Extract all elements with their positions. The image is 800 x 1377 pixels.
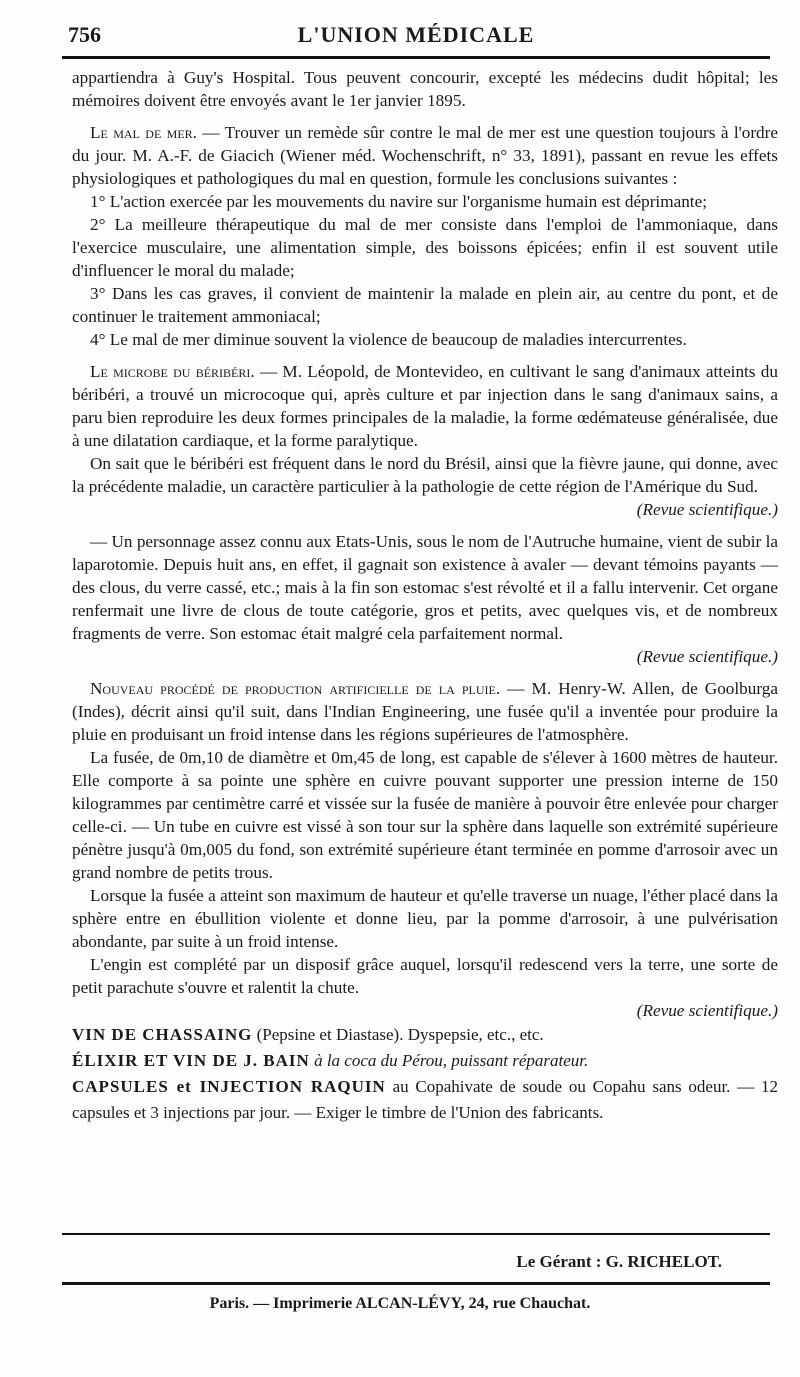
list-item-1: 1° L'action exercée par les mouvements du navire sur l'organisme humain est déprimante;: [90, 192, 707, 211]
section-heading-beriberi: Le microbe du béribéri.: [90, 362, 255, 381]
paragraph-mal-de-mer: Le mal de mer. — Trouver un remède sûr contre le mal de mer est une question toujours à l'ordre du jour. M. A.-F. de Giacich (Wiener méd. Wochenschrift, n° 33, 1891), passant en revue les effets physiologiques et pathologiques du mal en question, formule les conclusions suivantes :: [72, 123, 778, 188]
running-title: L'UNION MÉDICALE: [297, 22, 535, 47]
list-item-2: 2° La meilleure thérapeutique du mal de mer consiste dans l'emploi de l'ammoniaque, dans l'exercice musculaire, une alimentation simple, des boissons épicées; enfin il est souvent utile d'influencer le moral du malade;: [72, 215, 778, 280]
paragraph-fusee: La fusée, de 0m,10 de diamètre et 0m,45 de long, est capable de s'élever à 1600 mètres de hauteur. Elle comporte à sa pointe une sphère en cuivre pouvant supporter une pression interne de 150 kilogrammes par centimètre carré et vissée sur la fusée de manière à pouvoir être enlevée pour charger celle-ci. — Un tube en cuivre est vissé à son tour sur la sphère dans laquelle son extrémité supérieure pénètre jusqu'à 0m,005 du fond, son extrémité supérieure étant terminée en pomme d'arrosoir avec un grand nombre de petits trous.: [72, 748, 778, 882]
section-heading-pluie: Nouveau procédé de production artificielle de la pluie.: [90, 679, 501, 698]
page-number: 756: [68, 22, 101, 47]
list-item-3: 3° Dans les cas graves, il convient de maintenir la malade en plein air, au centre du pont, et de continuer le traitement ammoniacal;: [72, 284, 778, 326]
manager-signature: Le Gérant : G. RICHELOT.: [516, 1252, 722, 1271]
page-header: [62, 14, 770, 54]
paragraph-pluie: Nouveau procédé de production artificielle de la pluie. — M. Henry-W. Allen, de Goolburga (Indes), décrit ainsi qu'il suit, dans l'Indian Engineering, une fusée qu'il a inventée pour produire la pluie en produisant un froid intense dans les régions supérieures de l'atmosphère.: [72, 679, 778, 744]
paragraph-guys-hospital: appartiendra à Guy's Hospital. Tous peuvent concourir, excepté les médecins dudit hôpital; les mémoires doivent être envoyés avant le 1er janvier 1895.: [72, 68, 778, 110]
paragraph-beriberi: Le microbe du béribéri. — M. Léopold, de Montevideo, en cultivant le sang d'animaux atteints du béribéri, a trouvé un microcoque qui, après culture et par injection dans le sang d'animaux sains, a paru bien reproduire les deux formes principales de la maladie, la forme œdémateuse généralisée, due à une dilatation cardiaque, et la forme paralytique.: [72, 362, 778, 450]
list-item-4: 4° Le mal de mer diminue souvent la violence de beaucoup de maladies intercurrentes.: [90, 330, 687, 349]
section-heading-mal-de-mer: Le mal de mer.: [90, 123, 197, 142]
printer-imprint: Paris. — Imprimerie ALCAN-LÉVY, 24, rue Chauchat.: [209, 1295, 591, 1312]
source-citation: (Revue scientifique.): [636, 1001, 778, 1020]
header-rule: [62, 56, 770, 59]
paragraph-autruche: — Un personnage assez connu aux Etats-Unis, sous le nom de l'Autruche humaine, vient de subir la laparotomie. Depuis huit ans, en effet, il gagnait son existence à avaler — devant témoins payants — des clous, du verre cassé, etc.; mais à la fin son estomac s'est révolté et il a fallu intervenir. Cet organe renfermait une livre de clous de toute catégorie, gros et petits, avec quelques vis, et de nombreux fragments de verre. Son estomac était malgré cela parfaitement normal. (Revue scientifique.): [72, 532, 778, 666]
advertisement-bain: ÉLIXIR ET VIN DE J. BAIN à la coca du Pérou, puissant réparateur.: [72, 1051, 589, 1070]
source-citation: (Revue scientifique.): [636, 500, 778, 519]
paragraph-parachute: L'engin est complété par un disposif grâce auquel, lorsqu'il redescend vers la terre, une sorte de petit parachute s'ouvre et ralentit la chute. (Revue scientifique.): [72, 955, 778, 1020]
source-citation: (Revue scientifique.): [636, 647, 778, 666]
article-body: [72, 66, 778, 1126]
footer-rule: [62, 1233, 770, 1235]
imprint-rule: [62, 1282, 770, 1285]
advertisement-raquin: CAPSULES et INJECTION RAQUIN au Copahivate de soude ou Copahu sans odeur. — 12 capsules et 3 injections par jour. — Exiger le timbre de l'Union des fabricants.: [72, 1077, 778, 1122]
paragraph-bresil: On sait que le béribéri est fréquent dans le nord du Brésil, ainsi que la fièvre jaune, qui donne, avec la précédente maladie, un caractère particulier à la pathologie de cette région de l'Amérique du Sud. (Revue scientifique.): [72, 454, 778, 519]
advertisement-chassaing: VIN DE CHASSAING (Pepsine et Diastase). Dyspepsie, etc., etc.: [72, 1025, 544, 1044]
paragraph-ether: Lorsque la fusée a atteint son maximum de hauteur et qu'elle traverse un nuage, l'éther placé dans la sphère entre en ébullition violente et donne lieu, par la pomme d'arrosoir, à une pulvérisation abondante, par suite à un froid intense.: [72, 886, 778, 951]
